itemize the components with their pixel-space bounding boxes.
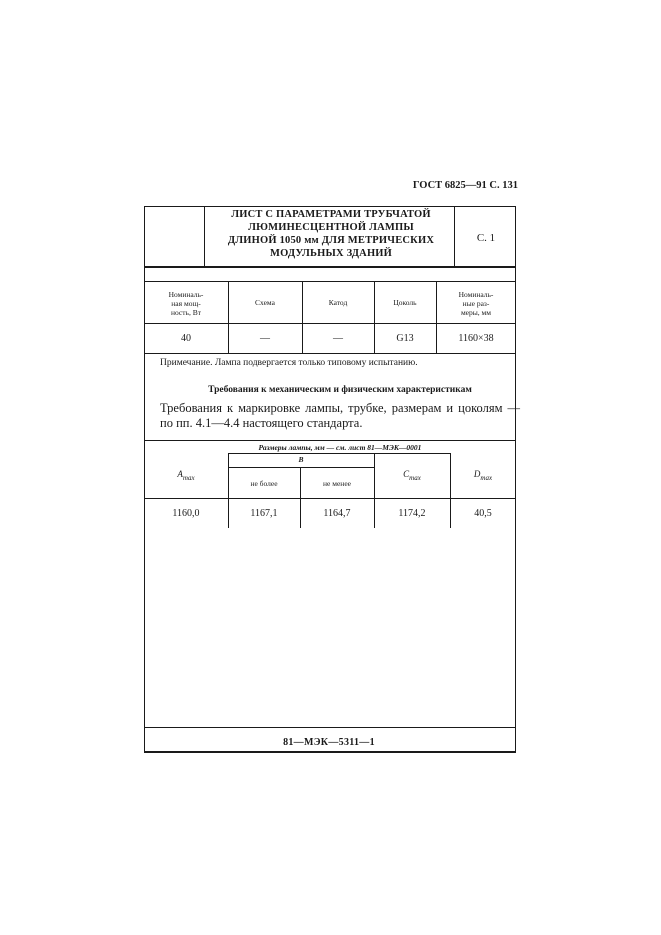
sheet-title: [208, 208, 454, 260]
table2-b-subdivider: [228, 467, 374, 468]
sheet-code: 81—МЭК—5311—1: [283, 737, 375, 748]
table2-caption-divider: [228, 453, 450, 454]
table1-top-border: [144, 281, 516, 282]
table1-col-divider: [228, 281, 229, 353]
table2-col-divider: [300, 467, 301, 528]
sheet-number: С. 1: [476, 232, 496, 244]
table2-header-b-max: не более: [250, 479, 278, 488]
table2-header-d-letter: D: [473, 469, 481, 479]
table2-cell-b-max: 1167,1: [250, 508, 278, 519]
table1-header-cap: Цоколь: [393, 298, 417, 307]
note-text: Примечание. Лампа подвергается только типовому испытанию.: [160, 358, 418, 368]
title-bottom-divider: [144, 266, 516, 268]
table1-header-dimensions: Номиналь- ные раз- меры, мм: [458, 290, 494, 317]
table2-header-b: B: [298, 455, 304, 464]
table1-cell-cathode: —: [333, 333, 343, 344]
table1-col-divider: [436, 281, 437, 353]
table2-header-divider: [144, 498, 516, 499]
table1-header-divider: [144, 323, 516, 324]
table2-top-border: [144, 440, 516, 441]
table2-header-b-min: не менее: [323, 479, 351, 488]
table2-header-d: [452, 469, 514, 482]
table1-header-cathode: Катод: [328, 298, 348, 307]
table1-cell-dimensions: 1160×38: [458, 333, 494, 344]
table2-cell-d: 40,5: [474, 508, 492, 519]
requirements-heading: Требования к механическим и физическим характеристикам: [208, 385, 472, 395]
table2-col-divider: [374, 453, 375, 528]
table2-header-a: [146, 469, 226, 482]
table2-cell-b-min: 1164,7: [323, 508, 351, 519]
frame-left-border: [144, 206, 145, 752]
table1-cell-cap: G13: [396, 333, 414, 344]
table2-col-divider: [228, 453, 229, 528]
table1-bottom-border: [144, 353, 516, 354]
sheet-title-line: МОДУЛЬНЫХ ЗДАНИЙ: [269, 248, 393, 259]
frame-top-border: [144, 206, 516, 207]
frame-right-border: [515, 206, 516, 752]
table1-cell-power: 40: [181, 333, 191, 344]
table2-header-d-sub: max: [480, 473, 493, 482]
standard-page-reference: ГОСТ 6825—91 С. 131: [412, 180, 518, 191]
table2-cell-a: 1160,0: [172, 508, 200, 519]
table1-cell-scheme: —: [260, 333, 270, 344]
sheet-title-line: ЛЮМИНЕСЦЕНТНОЙ ЛАМПЫ: [248, 222, 414, 233]
table2-cell-c: 1174,2: [398, 508, 426, 519]
table2-header-c: [376, 469, 448, 482]
sheet-title-line: ЛИСТ С ПАРАМЕТРАМИ ТРУБЧАТОЙ: [231, 209, 431, 220]
sheet-title-line: ДЛИНОЙ 1050 мм ДЛЯ МЕТРИЧЕСКИХ: [227, 235, 435, 246]
table1-header-scheme: Схема: [255, 298, 275, 307]
frame-bottom-border: [144, 751, 516, 753]
table1-col-divider: [374, 281, 375, 353]
table2-header-a-letter: A: [177, 469, 183, 479]
requirements-text: Требования к маркировке лампы, трубке, размерам и цоколям — по пп. 4.1—4.4 настоящего стандарта.: [160, 401, 520, 430]
title-left-divider: [204, 206, 205, 266]
title-right-divider: [454, 206, 455, 266]
table1-header-power: Номиналь- ная мощ- ность, Вт: [168, 290, 204, 317]
table1-col-divider: [302, 281, 303, 353]
table2-caption: Размеры лампы, мм — см. лист 81—МЭК—0001: [258, 443, 422, 452]
table2-header-a-sub: max: [182, 473, 195, 482]
table2-header-c-letter: C: [403, 469, 410, 479]
footer-divider: [144, 727, 516, 728]
table2-header-c-sub: max: [409, 473, 421, 482]
table2-col-divider: [450, 453, 451, 528]
